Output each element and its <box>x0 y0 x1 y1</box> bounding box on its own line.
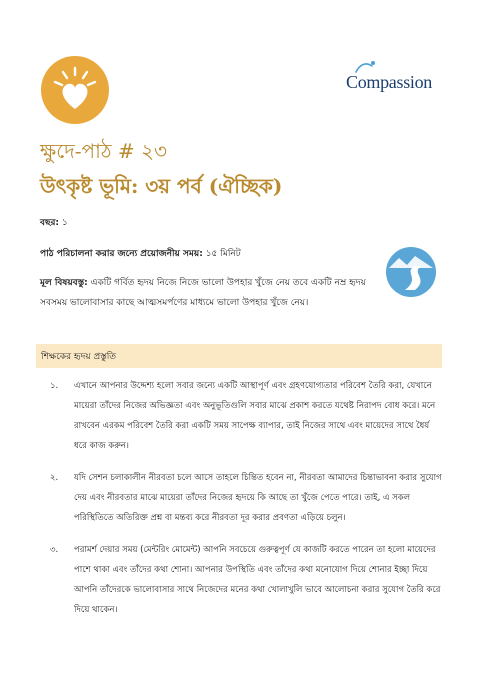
time-line <box>40 246 241 261</box>
step-text: পরামর্শ দেয়ার সময় (মেন্টরিং মোমেন্ট) আপনি সবচেয়ে গুরুত্বপূর্ণ যে কাজটি করতে পারেন তা হলো মায়েদের পাশে থাকা এবং তাঁদের কথা শোনা। আপনার উপস্থিতি এবং তাঁদের কথা মনোযোগ দিয়ে শোনার ইচ্ছা দিয়ে আপনি তাঁদেরকে ভালোবাসার সাথে নিজেদের মনের কথা খোলাখুলি ভাবে আলোচনা করার সুযোগ তৈরি করে দিয়ে থাকেন। <box>74 545 441 615</box>
core-theme <box>40 273 376 313</box>
step-text: এখানে আপনার উদ্দেশ্য হলো সবার জন্যে একটি আস্থাপূর্ণ এবং গ্রহণযোগ্যতার পরিবেশ তৈরি করা, যেখানে মায়েরা তাঁদের নিজের অভিজ্ঞতা এবং অনুভূতিগুলি সবার মাঝে প্রকাশ করতে যথেষ্ট নিরাপদ বোধ করে। মনে রাখবেন এরকম পরিবেশ তৈরি করা একটি সময় সাপেক্ষ ব্যাপার, তাই নিজের সাথে এবং মায়েদের সাথে ধৈর্য ধরে কাজ করুন। <box>74 381 436 451</box>
preparation-steps <box>50 376 444 620</box>
lesson-title: উৎকৃষ্ট ভূমি: ৩য় পর্ব (ঐচ্ছিক) <box>40 174 283 198</box>
lesson-number: ক্ষুদে-পাঠ # ২৩ <box>40 139 168 163</box>
section-title: শিক্ষকের হৃদয় প্রস্তুতি <box>41 352 117 362</box>
step-number: ৩. <box>50 545 59 555</box>
section-header <box>36 344 442 368</box>
time-value: ১৫ মিনিট <box>205 249 241 259</box>
core-text: একটি গর্বিত হৃদয় নিজে নিজে ভালো উপহার খুঁজে নেয় তবে একটি নম্র হৃদয় সবসময় ভালোবাসার কাছে আত্মসমর্পণের মাধ্যমে ভালো উপহার খুঁজে নেয়। <box>40 278 366 308</box>
time-label: পাঠ পরিচালনা করার জন্যে প্রয়োজনীয় সময়: <box>40 249 203 259</box>
step-number: ১. <box>50 381 59 391</box>
step-number: ২. <box>50 473 59 483</box>
heart-icon <box>41 56 109 124</box>
heart-badge-icon <box>41 56 109 124</box>
river-path-icon <box>385 246 437 298</box>
list-item <box>50 376 444 456</box>
year-line <box>40 215 68 230</box>
step-text: যদি সেশন চলাকালীন নীরবতা চলে আসে তাহলে চিন্তিত হবেন না, নীরবতা আমাদের চিন্তাভাবনা করার সুযোগ দেয় এবং নীরবতার মাঝে মায়েরা তাঁদের নিজের হৃদয়ে কি আছে তা খুঁজে পেতে পারে। তাই, এ সকল পরিস্থিতিতে অতিরিক্ত প্রশ্ন বা মন্তব্য করে নীরবতা দূর করার প্রবণতা এড়িয়ে চলুন। <box>74 473 442 523</box>
list-item <box>50 540 444 620</box>
logo-text: Compassion <box>346 72 433 92</box>
core-label: মূল বিষয়বস্তু: <box>40 278 88 288</box>
list-item <box>50 468 444 528</box>
year-label: বছর: <box>40 218 60 228</box>
year-value: ১ <box>61 218 68 228</box>
compassion-logo <box>346 58 446 98</box>
